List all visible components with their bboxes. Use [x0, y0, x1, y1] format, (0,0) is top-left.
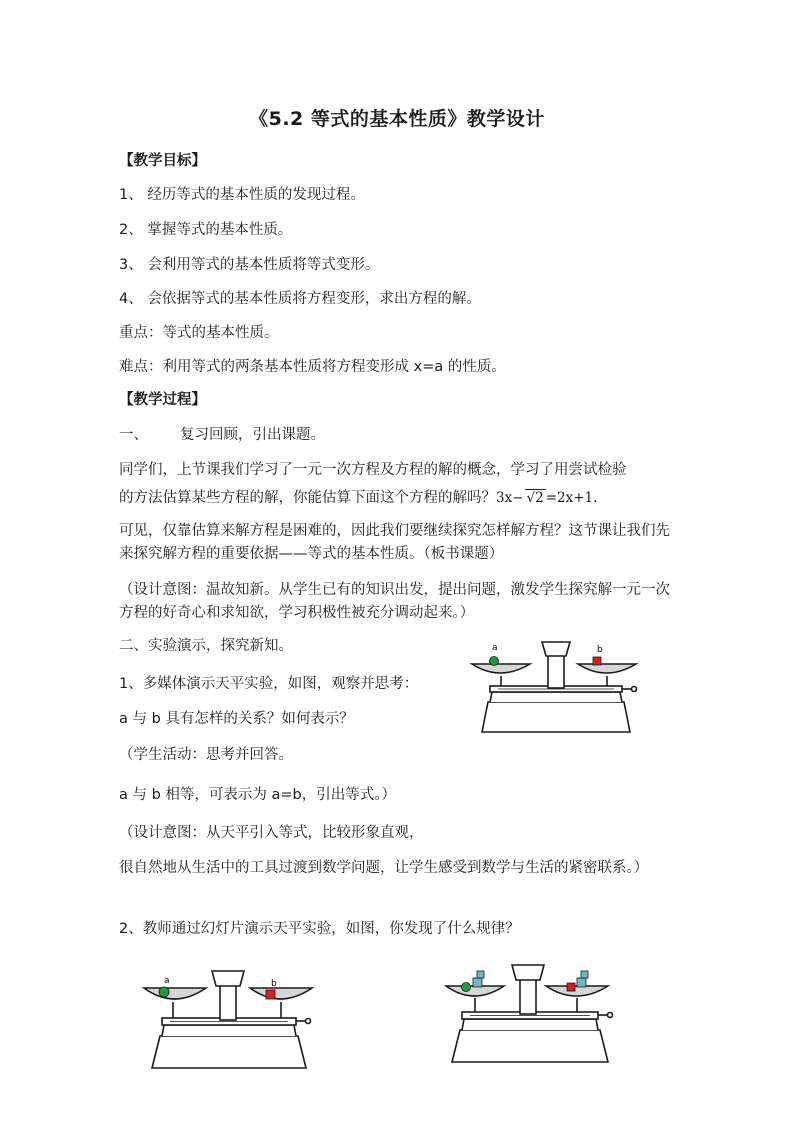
label-b: b	[597, 645, 603, 655]
section1-para1-line2	[119, 488, 597, 508]
section2-question: a 与 b 具有怎样的关系？如何表示？	[119, 711, 354, 727]
section1-heading	[119, 425, 325, 445]
label-b: b	[271, 979, 277, 989]
section2-item1: 1、多媒体演示天平实验，如图，观察并思考：	[119, 676, 419, 692]
equation	[496, 490, 597, 506]
section2-item2: 2、教师通过幻灯片演示天平实验，如图，你发现了什么规律？	[119, 921, 520, 937]
section1-para3: （设计意图：温故知新。从学生已有的知识出发，提出问题，激发学生探究解一元一次方程的好奇心和求知欲，学习积极性被充分调动起来。）	[119, 582, 670, 621]
section2-heading: 二、实验演示，探究新知。	[119, 638, 293, 654]
section1-para2: 可见，仅靠估算来解方程是困难的，因此我们要继续探究怎样解方程？这节课让我们先来探究解方程的重要依据——等式的基本性质。（板书课题）	[119, 523, 670, 562]
section2-answer: a 与 b 相等，可表示为 a=b，引出等式。）	[119, 787, 397, 803]
objective-item-3: 3、 会利用等式的基本性质将等式变形。	[119, 257, 380, 273]
added-block-icon	[577, 978, 586, 987]
label-a: a	[492, 643, 498, 653]
section1-para1-text: 的方法估算某些方程的解，你能估算下面这个方程的解吗？	[119, 490, 496, 506]
added-block-icon	[477, 971, 484, 978]
section2-design1: （设计意图：从天平引入等式，比较形象直观，	[119, 825, 424, 841]
a-ball-icon	[159, 987, 169, 997]
document-title: 《5.2 等式的基本性质》教学设计	[249, 108, 545, 130]
objective-item-2: 2、 掌握等式的基本性质。	[119, 222, 293, 238]
b-block-icon	[266, 990, 275, 999]
added-block-icon	[581, 971, 588, 978]
a-ball-icon	[462, 983, 471, 992]
section1-title: 复习回顾，引出课题。	[180, 427, 325, 443]
objective-item-1: 1、 经历等式的基本性质的发现过程。	[119, 187, 365, 203]
balance-illustration-1	[468, 636, 644, 734]
process-heading: 【教学过程】	[119, 392, 206, 408]
equation-radicand: 2	[535, 490, 544, 506]
added-block-icon	[473, 978, 482, 987]
key-point: 重点：等式的基本性质。	[119, 325, 279, 341]
section2-design2: 很自然地从生活中的工具过渡到数学问题，让学生感受到数学与生活的紧密联系。）	[119, 860, 649, 876]
objective-item-4: 4、 会依据等式的基本性质将方程变形，求出方程的解。	[119, 291, 481, 307]
b-block-icon	[593, 657, 601, 665]
sqrt-symbol: √2	[526, 490, 544, 506]
equation-right: =2x+1.	[545, 490, 598, 506]
b-block-icon	[567, 983, 575, 991]
section2-activity: （学生活动：思考并回答。	[119, 747, 293, 763]
section1-para1-line1: 同学们，上节课我们学习了一元一次方程及方程的解的概念，学习了用尝试检验	[119, 462, 627, 478]
section1-number: 一、	[119, 427, 148, 443]
objectives-heading: 【教学目标】	[119, 153, 206, 169]
equation-left: 3x−	[496, 490, 524, 506]
balance-illustration-3	[444, 962, 622, 1066]
difficult-point: 难点：利用等式的两条基本性质将方程变形成 x=a 的性质。	[119, 359, 506, 375]
label-a: a	[164, 976, 170, 986]
a-ball-icon	[490, 657, 499, 666]
balance-illustration-2	[140, 966, 318, 1070]
